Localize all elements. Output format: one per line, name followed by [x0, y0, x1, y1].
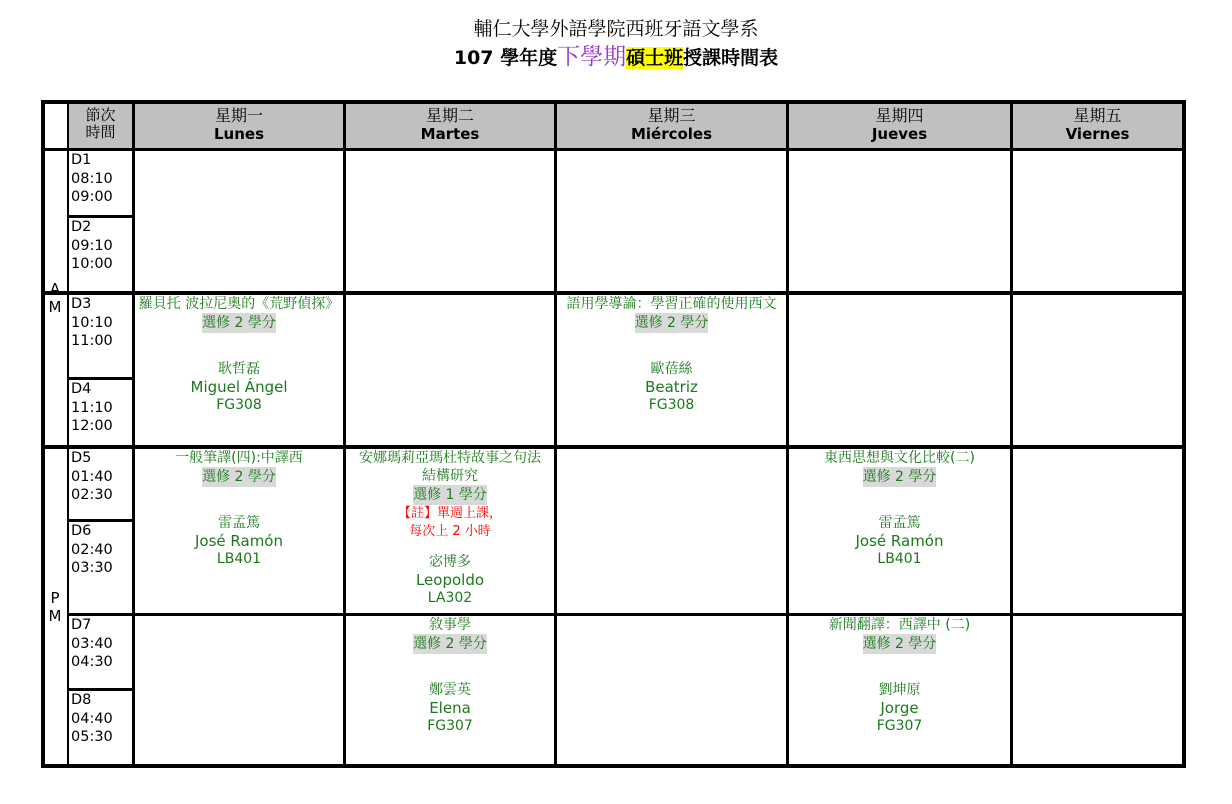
slot-d7: D7 03:40 04:30: [71, 617, 113, 670]
day-zh: 星期一: [214, 106, 263, 125]
course-credit: 選修 2 學分: [634, 315, 709, 331]
table-border-right: [1182, 100, 1186, 768]
room: LB401: [877, 551, 922, 567]
course-cell-thu-d5-d6: [789, 449, 1010, 568]
day-es: Jueves: [871, 125, 928, 143]
teacher-zh: 宓博多: [429, 554, 471, 570]
column-divider: [67, 100, 69, 768]
slot-d5: D5 01:40 02:30: [71, 450, 113, 503]
course-cell-thu-d7-d8: [789, 616, 1010, 735]
teacher-zh: 雷孟篤: [878, 515, 921, 531]
slot-d1: D1 08:10 09:00: [71, 152, 113, 205]
room: FG307: [876, 718, 923, 734]
room: FG307: [427, 718, 473, 734]
teacher-en: José Ramón: [855, 532, 944, 550]
teacher-zh: 鄭雲英: [429, 682, 471, 698]
course-credit: 選修 2 學分: [862, 469, 937, 485]
term-label: 下學期: [557, 44, 627, 70]
course-cell-wed-d3-d4: [557, 295, 786, 414]
day-header-tuesday: [346, 107, 554, 143]
course-title: 語用學導論：學習正確的使用西文: [566, 296, 777, 312]
day-zh: 星期四: [875, 106, 924, 125]
page-title: 輔仁大學外語學院西班牙語文學系: [473, 18, 759, 40]
course-title-cont: 結構研究: [422, 468, 478, 484]
page-subtitle: [0, 42, 1232, 73]
course-credit: 選修 2 學分: [862, 636, 937, 652]
teacher-zh: 歐蓓絲: [650, 361, 693, 377]
room: FG308: [216, 397, 262, 413]
course-note: 【註】單週上課，: [397, 506, 502, 521]
teacher-en: Beatriz: [645, 378, 698, 396]
teacher-en: Leopoldo: [415, 571, 485, 589]
course-credit: 選修 2 學分: [202, 315, 276, 331]
course-credit: 選修 2 學分: [202, 469, 276, 485]
course-cell-tue-d5-d6: [346, 449, 554, 607]
slot-d2: D2 09:10 10:00: [71, 219, 113, 272]
column-divider: [554, 100, 557, 768]
teacher-zh: 雷孟篤: [218, 515, 260, 531]
day-zh: 星期五: [1073, 106, 1122, 125]
slot-d3: D3 10:10 11:00: [71, 296, 113, 349]
table-border-top: [41, 100, 1186, 104]
am-label: A M: [48, 280, 62, 316]
header-divider: [41, 148, 1186, 151]
program-label: 碩士班: [626, 47, 684, 69]
day-header-wednesday: [557, 107, 786, 143]
course-title: 安娜瑪莉亞瑪杜特故事之句法: [359, 450, 541, 466]
schedule-table: [41, 100, 1186, 768]
teacher-zh: 劉坤原: [878, 682, 921, 698]
table-border-bottom: [41, 764, 1186, 768]
day-es: Martes: [420, 125, 480, 143]
day-es: Viernes: [1065, 125, 1130, 143]
slot-d4: D4 11:10 12:00: [71, 381, 113, 434]
room: FG308: [648, 397, 695, 413]
day-es: Lunes: [213, 125, 265, 143]
course-cell-mon-d3-d4: [135, 295, 343, 414]
course-title: 羅貝托 波拉尼奧的《荒野偵探》: [138, 296, 340, 312]
slot-d8: D8 04:40 05:30: [71, 692, 113, 745]
course-cell-tue-d7-d8: [346, 616, 554, 735]
course-title: 東西思想與文化比較(二): [824, 450, 975, 466]
day-zh: 星期二: [425, 106, 474, 125]
academic-year: 107 學年度: [453, 47, 558, 69]
course-title: 新聞翻譯：西譯中 (二): [828, 617, 971, 633]
day-zh: 星期三: [647, 106, 696, 125]
teacher-zh: 耿哲磊: [218, 361, 260, 377]
course-title: 敘事學: [429, 617, 471, 633]
day-header-monday: [135, 107, 343, 143]
day-header-friday: [1013, 107, 1182, 143]
day-es: Miércoles: [630, 125, 713, 143]
course-credit: 選修 1 學分: [413, 487, 487, 503]
course-credit: 選修 2 學分: [413, 636, 487, 652]
block-divider: [68, 613, 1186, 616]
course-note: 每次上 2 小時: [409, 524, 491, 539]
room: LA302: [427, 590, 473, 606]
teacher-en: Miguel Ángel: [190, 378, 288, 396]
teacher-en: Elena: [429, 699, 471, 717]
column-divider: [1010, 100, 1013, 768]
pm-label: P M: [48, 589, 62, 625]
table-border-left: [41, 100, 45, 768]
course-cell-mon-d5-d6: [135, 449, 343, 568]
title-suffix: 授課時間表: [683, 47, 779, 69]
teacher-en: José Ramón: [195, 532, 283, 550]
room: LB401: [216, 551, 262, 567]
slot-d6: D6 02:40 03:30: [71, 523, 113, 576]
day-header-thursday: [789, 107, 1010, 143]
course-title: 一般筆譯(四):中譯西: [175, 450, 303, 466]
teacher-en: Jorge: [880, 699, 919, 717]
period-time-header: 節次 時間: [85, 106, 116, 141]
